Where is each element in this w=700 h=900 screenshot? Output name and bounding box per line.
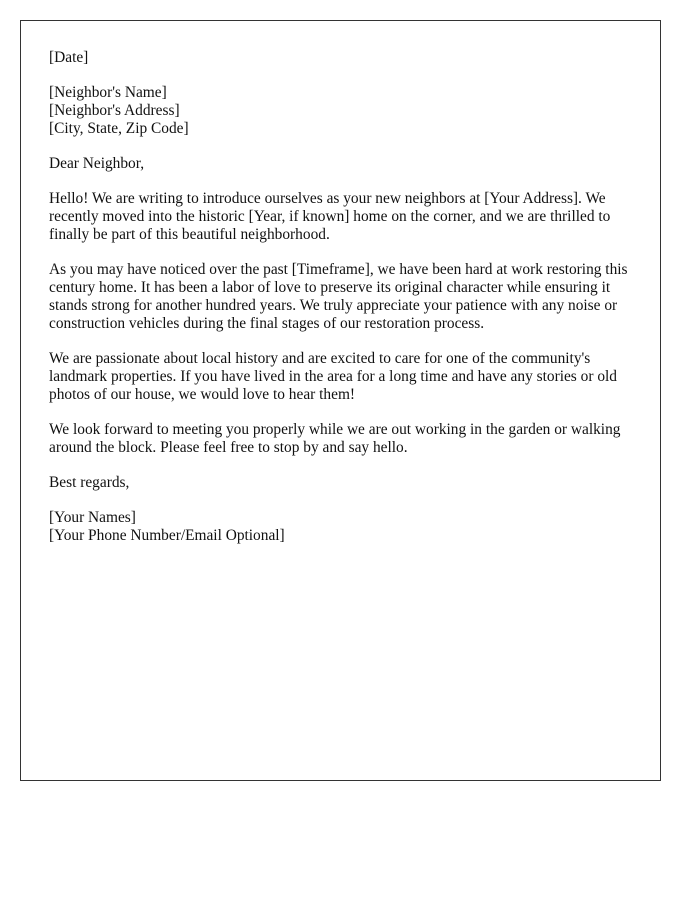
salutation: Dear Neighbor, — [49, 155, 145, 172]
signature-block — [49, 509, 632, 545]
recipient-name: [Neighbor's Name] — [49, 84, 167, 101]
letter-page — [20, 20, 661, 781]
recipient-block — [49, 84, 632, 138]
signature-contact: [Your Phone Number/Email Optional] — [49, 527, 285, 544]
body-paragraph-restoration: As you may have noticed over the past [Timeframe], we have been hard at work restoring this century home. It has been a labor of love to preserve its original character while ensuring it stands strong for another hundred years. We truly appreciate your patience with any noise or construction vehicles during the final stages of our restoration process. — [49, 261, 628, 332]
body-paragraph-history: We are passionate about local history and are excited to care for one of the community's landmark properties. If you have lived in the area for a long time and have any stories or old photos of our house, we would love to hear them! — [49, 350, 617, 403]
closing: Best regards, — [49, 474, 130, 491]
body-paragraph-intro: Hello! We are writing to introduce ourselves as your new neighbors at [Your Address]. We recently moved into the historic [Year, if known] home on the corner, and we are thrilled to finally be part of this beautiful neighborhood. — [49, 190, 611, 243]
body-paragraph-closing-remarks: We look forward to meeting you properly while we are out working in the garden or walking around the block. Please feel free to stop by and say hello. — [49, 421, 621, 456]
letter-date: [Date] — [49, 49, 89, 66]
recipient-address: [Neighbor's Address] — [49, 102, 180, 119]
signature-names: [Your Names] — [49, 509, 136, 526]
recipient-city-state-zip: [City, State, Zip Code] — [49, 120, 189, 137]
